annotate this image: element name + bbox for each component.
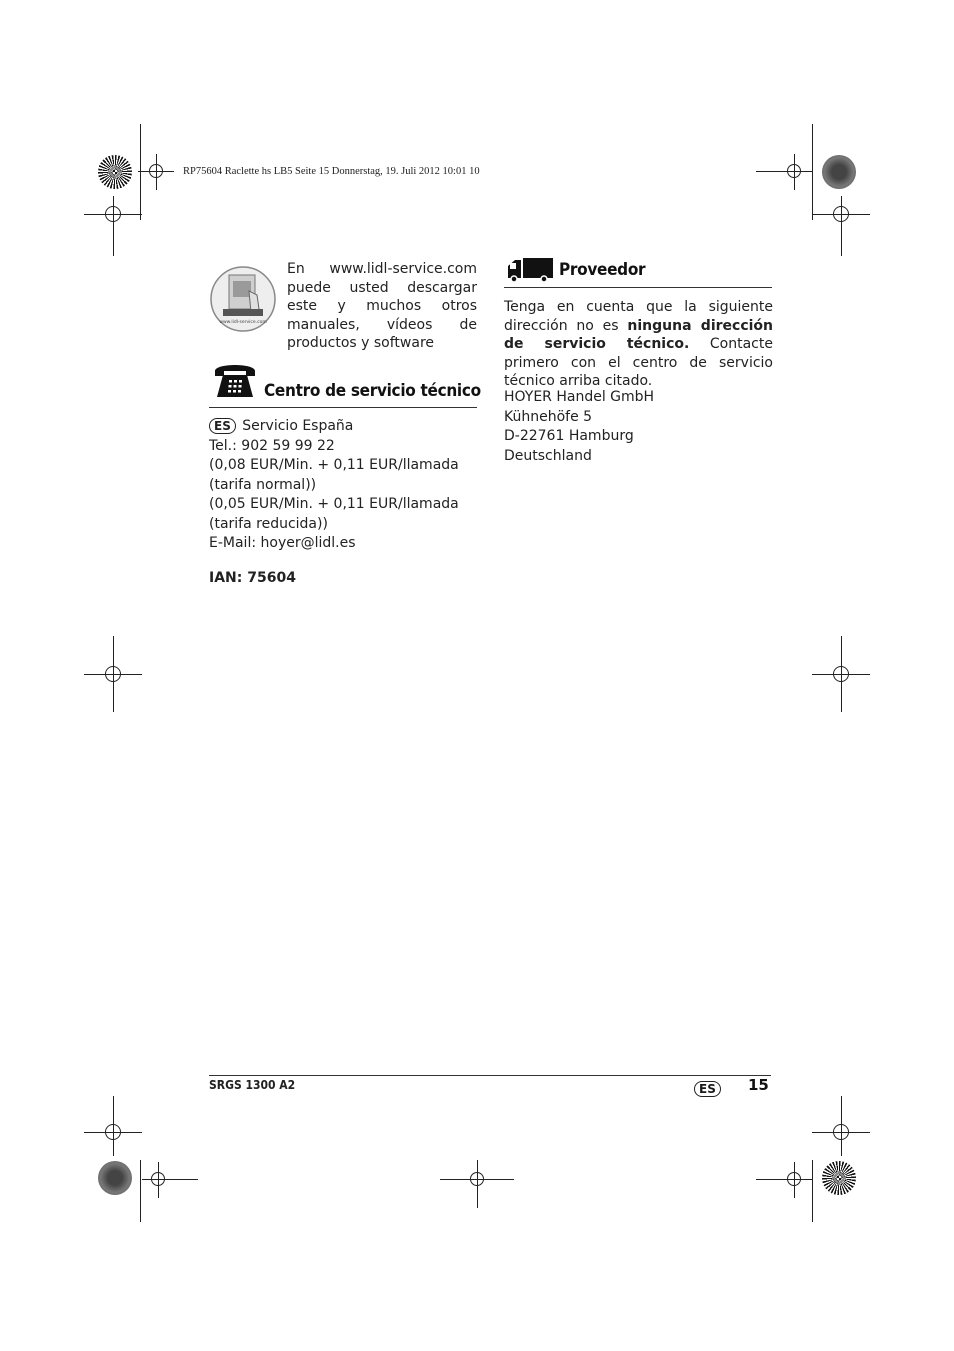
color-calibration-disc-icon bbox=[822, 155, 856, 189]
svg-text:www.lidl-service.com: www.lidl-service.com bbox=[219, 320, 267, 325]
telephone-icon bbox=[211, 357, 259, 401]
service-rate-normal: (0,08 EUR/Min. + 0,11 EUR/llamada bbox=[209, 457, 459, 473]
service-rate-normal-label: (tarifa normal)) bbox=[209, 476, 317, 493]
service-rate-reduced-label: (tarifa reducida)) bbox=[209, 515, 328, 532]
footer-language-badge bbox=[694, 1078, 721, 1097]
service-center-heading: Centro de servicio técnico bbox=[264, 381, 481, 401]
supplier-note-bold: ninguna dirección de servicio técnico. bbox=[504, 317, 773, 352]
service-phone: Tel.: 902 59 99 22 bbox=[209, 437, 335, 454]
color-calibration-disc-icon bbox=[98, 1161, 132, 1195]
service-rate-reduced: (0,05 EUR/Min. + 0,11 EUR/llamada bbox=[209, 496, 459, 512]
print-info-line: RP75604 Raclette hs LB5 Seite 15 Donnerstag, 19. Juli 2012 10:01 10 bbox=[183, 166, 480, 177]
service-heading-rule bbox=[209, 407, 477, 408]
color-calibration-disc-icon bbox=[822, 1161, 856, 1195]
ian-number: IAN: 75604 bbox=[209, 570, 296, 586]
color-calibration-disc-icon bbox=[98, 155, 132, 189]
language-badge: ES bbox=[694, 1081, 721, 1097]
service-country-line bbox=[209, 417, 479, 436]
footer-rule bbox=[209, 1075, 771, 1076]
lidl-service-disc-icon bbox=[209, 265, 277, 333]
supplier-note bbox=[504, 298, 773, 391]
service-country-name: Servicio España bbox=[242, 418, 354, 434]
supplier-address bbox=[504, 388, 654, 465]
footer-model: SRGS 1300 A2 bbox=[209, 1078, 296, 1092]
service-contact-block bbox=[209, 417, 479, 553]
country-badge: ES bbox=[209, 418, 236, 434]
lidl-service-intro: En www.lidl-service.com puede usted descargar este y muchos otros manuales, vídeos de productos y software bbox=[287, 261, 477, 351]
service-email: E-Mail: hoyer@lidl.es bbox=[209, 535, 356, 551]
supplier-heading-rule bbox=[504, 287, 772, 288]
address-line: D-22761 Hamburg bbox=[504, 428, 634, 444]
supplier-note-text-end: Contacte primero con el centro de servicio técnico arriba citado. bbox=[504, 336, 773, 389]
supplier-note-text: Tenga en cuenta que la siguiente dirección no es bbox=[504, 299, 773, 334]
address-line: Kühnehöfe 5 bbox=[504, 408, 593, 425]
truck-icon bbox=[506, 257, 554, 283]
supplier-heading: Proveedor bbox=[559, 260, 646, 280]
page-number: 15 bbox=[748, 1076, 769, 1094]
address-line: Deutschland bbox=[504, 447, 592, 464]
address-line: HOYER Handel GmbH bbox=[504, 389, 655, 405]
